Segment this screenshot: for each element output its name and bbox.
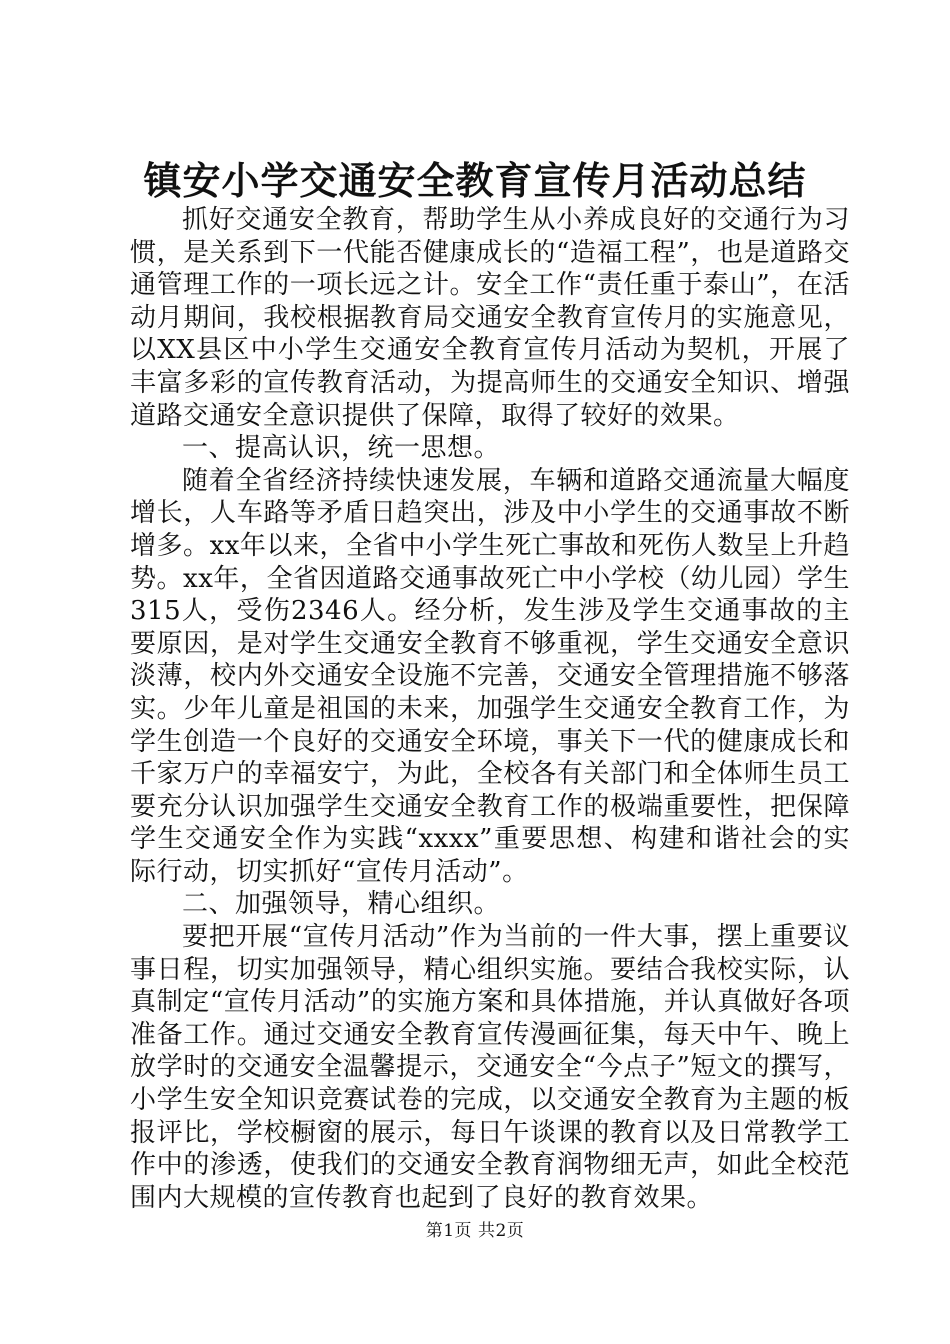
page-footer: 第1页 共2页 <box>425 1221 525 1241</box>
document-body <box>130 204 850 1214</box>
document-title: 镇安小学交通安全教育宣传月活动总结 <box>143 159 807 203</box>
section-heading-2: 二、加强领导，精心组织。 <box>182 889 501 920</box>
section-heading-1: 一、提高认识，统一思想。 <box>182 433 501 464</box>
paragraph-section-2: 要把开展“宣传月活动”作为当前的一件大事，摆上重要议事日程，切实加强领导，精心组织实施。要结合我校实际，认真制定“宣传月活动”的实施方案和具体措施，并认真做好各项准备工作。通过交通安全教育宣传漫画征集，每天中午、晚上放学时的交通安全温馨提示，交通安全“今点子”短文的撰写，小学生安全知识竞赛试卷的完成，以交通安全教育为主题的板报评比，学校橱窗的展示，每日午谈课的教育以及日常教学工作中的渗透，使我们的交通安全教育润物细无声，如此全校范围内大规模的宣传教育也起到了良好的教育效果。 <box>130 922 850 1213</box>
paragraph-section-1: 随着全省经济持续快速发展，车辆和道路交通流量大幅度增长，人车路等矛盾日趋突出，涉及中小学生的交通事故不断增多。xx年以来，全省中小学生死亡事故和死伤人数呈上升趋势。xx年，全省因道路交通事故死亡中小学校（幼儿园）学生315人，受伤2346人。经分析，发生涉及学生交通事故的主要原因，是对学生交通安全教育不够重视，学生交通安全意识淡薄，校内外交通安全设施不完善，交通安全管理措施不够落实。少年儿童是祖国的未来，加强学生交通安全教育工作，为学生创造一个良好的交通安全环境，事关下一代的健康成长和千家万户的幸福安宁，为此，全校各有关部门和全体师生员工要充分认识加强学生交通安全教育工作的极端重要性，把保障学生交通安全作为实践“xxxx”重要思想、构建和谐社会的实际行动，切实抓好“宣传月活动”。 <box>130 465 850 887</box>
paragraph-intro: 抓好交通安全教育，帮助学生从小养成良好的交通行为习惯，是关系到下一代能否健康成长的“造福工程”，也是道路交通管理工作的一项长远之计。安全工作“责任重于泰山”，在活动月期间，我校根据教育局交通安全教育宣传月的实施意见，以XX县区中小学生交通安全教育宣传月活动为契机，开展了丰富多彩的宣传教育活动，为提高师生的交通安全知识、增强道路交通安全意识提供了保障，取得了较好的效果。 <box>130 205 850 431</box>
